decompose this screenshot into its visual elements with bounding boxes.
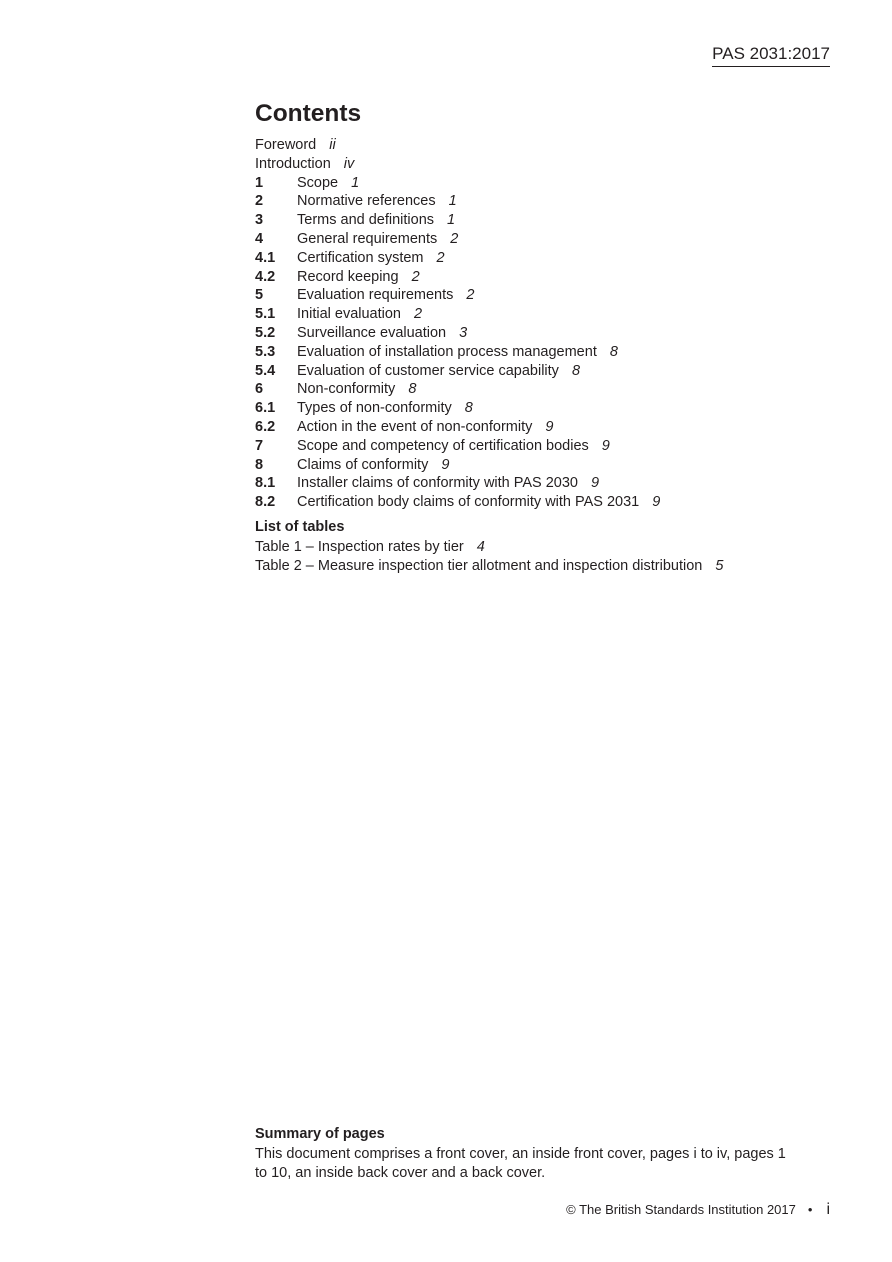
toc-entry-number: 1 — [255, 174, 264, 191]
table-entry-title: Table 2 – Measure inspection tier allotment and inspection distribution — [255, 557, 703, 574]
toc-entry-page: 2 — [411, 268, 420, 285]
copyright-notice: © The British Standards Institution 2017 — [566, 1202, 796, 1217]
toc-entry-foreword[interactable] — [255, 136, 835, 155]
toc-entry-number: 8.1 — [255, 475, 276, 492]
toc-entry-title: Scope — [297, 174, 339, 191]
toc-entry-title: Introduction — [255, 155, 331, 172]
toc-entry-page: 2 — [466, 287, 475, 304]
toc-entry-number: 8 — [255, 456, 264, 473]
toc-entry-title: Foreword — [255, 137, 317, 153]
toc-entry-5-4[interactable] — [255, 362, 835, 381]
toc-entry-number: 8.2 — [255, 494, 276, 511]
toc-entry-title: Record keeping — [297, 268, 399, 285]
toc-entry-title: Normative references — [297, 193, 436, 210]
footer-bullet: • — [807, 1202, 813, 1217]
toc-entry-number: 5.3 — [255, 343, 276, 360]
toc-entry-4-2[interactable] — [255, 268, 835, 287]
toc-entry-page: 8 — [609, 343, 618, 360]
table-entry-2[interactable] — [255, 557, 723, 576]
toc-entry-5-2[interactable] — [255, 324, 835, 343]
toc-entry-title: Initial evaluation — [297, 306, 401, 323]
toc-entry-number: 7 — [255, 437, 264, 454]
toc-entry-4-1[interactable] — [255, 249, 835, 268]
toc-entry-page: 9 — [441, 456, 450, 473]
toc-entry-title: Evaluation requirements — [297, 287, 454, 304]
list-of-tables — [255, 538, 723, 576]
toc-entry-title: Scope and competency of certification bodies — [297, 437, 589, 454]
toc-entry-number: 5.1 — [255, 306, 276, 323]
table-entry-page: 4 — [476, 539, 485, 555]
toc-entry-title: Evaluation of installation process management — [297, 343, 597, 360]
toc-entry-title: Claims of conformity — [297, 456, 429, 473]
toc-entry-title: General requirements — [297, 230, 438, 247]
toc-entry-5-3[interactable] — [255, 343, 835, 362]
summary-of-pages-heading: Summary of pages — [255, 1126, 385, 1142]
table-entry-page: 5 — [715, 557, 724, 574]
toc-entry-introduction[interactable] — [255, 155, 835, 174]
toc-entry-title: Non-conformity — [297, 381, 396, 398]
toc-entry-title: Action in the event of non-conformity — [297, 418, 533, 435]
toc-entry-page: 2 — [450, 230, 459, 247]
toc-entry-page: 2 — [414, 306, 423, 323]
contents-title: Contents — [255, 100, 362, 127]
table-entry-1[interactable] — [255, 538, 723, 557]
toc-entry-number: 5 — [255, 287, 264, 304]
page-number: i — [826, 1201, 830, 1218]
toc-entry-page: 1 — [351, 174, 360, 191]
table-entry-title: Table 1 – Inspection rates by tier — [255, 539, 464, 555]
toc-entry-page: 8 — [464, 400, 473, 417]
toc-entry-page: 9 — [601, 437, 610, 454]
toc-entry-title: Certification system — [297, 249, 424, 266]
toc-entry-number: 4.1 — [255, 249, 276, 266]
toc-entry-8-2[interactable] — [255, 493, 835, 512]
toc-entry-page: 9 — [545, 418, 554, 435]
summary-of-pages-text: This document comprises a front cover, an inside front cover, pages i to iv, pages 1 to 10, an inside back cover and a back cover. — [255, 1146, 786, 1181]
toc-entry-6-2[interactable] — [255, 418, 835, 437]
page-footer — [566, 1201, 830, 1219]
toc-entry-6[interactable] — [255, 380, 835, 399]
toc-entry-8[interactable] — [255, 456, 835, 475]
toc-entry-page: 8 — [571, 362, 581, 379]
toc-entry-page: 2 — [436, 249, 445, 266]
toc-entry-page: 1 — [448, 193, 457, 210]
toc-entry-title: Evaluation of customer service capability — [297, 362, 559, 379]
toc-entry-4[interactable] — [255, 230, 835, 249]
toc-entry-number: 5.4 — [255, 362, 276, 379]
toc-entry-page: 9 — [590, 475, 600, 492]
toc-entry-number: 5.2 — [255, 324, 276, 341]
table-of-contents — [255, 136, 835, 512]
list-of-tables-heading: List of tables — [255, 519, 345, 535]
toc-entry-5-1[interactable] — [255, 305, 835, 324]
toc-entry-page: 3 — [459, 324, 468, 341]
toc-entry-7[interactable] — [255, 437, 835, 456]
toc-entry-title: Surveillance evaluation — [297, 324, 447, 341]
toc-entry-title: Types of non-conformity — [297, 400, 452, 417]
toc-entry-number: 6.2 — [255, 418, 276, 435]
toc-entry-page: 9 — [652, 494, 661, 511]
toc-entry-page: iv — [343, 155, 355, 172]
toc-entry-page: ii — [329, 137, 336, 153]
toc-entry-page: 1 — [447, 212, 456, 229]
document-code: PAS 2031:2017 — [712, 44, 830, 67]
toc-entry-number: 6 — [255, 381, 264, 398]
toc-entry-number: 4.2 — [255, 268, 276, 285]
toc-entry-title: Terms and definitions — [297, 212, 435, 229]
toc-entry-number: 6.1 — [255, 400, 276, 417]
toc-entry-2[interactable] — [255, 192, 835, 211]
toc-entry-1[interactable] — [255, 174, 835, 193]
toc-entry-number: 4 — [255, 230, 264, 247]
toc-entry-number: 3 — [255, 212, 264, 229]
toc-entry-3[interactable] — [255, 211, 835, 230]
toc-entry-5[interactable] — [255, 286, 835, 305]
toc-entry-page: 8 — [408, 381, 417, 398]
toc-entry-number: 2 — [255, 193, 264, 210]
toc-entry-8-1[interactable] — [255, 474, 835, 493]
toc-entry-title: Certification body claims of conformity with PAS 2031 — [297, 494, 640, 511]
toc-entry-title: Installer claims of conformity with PAS 2030 — [297, 475, 578, 492]
toc-entry-6-1[interactable] — [255, 399, 835, 418]
